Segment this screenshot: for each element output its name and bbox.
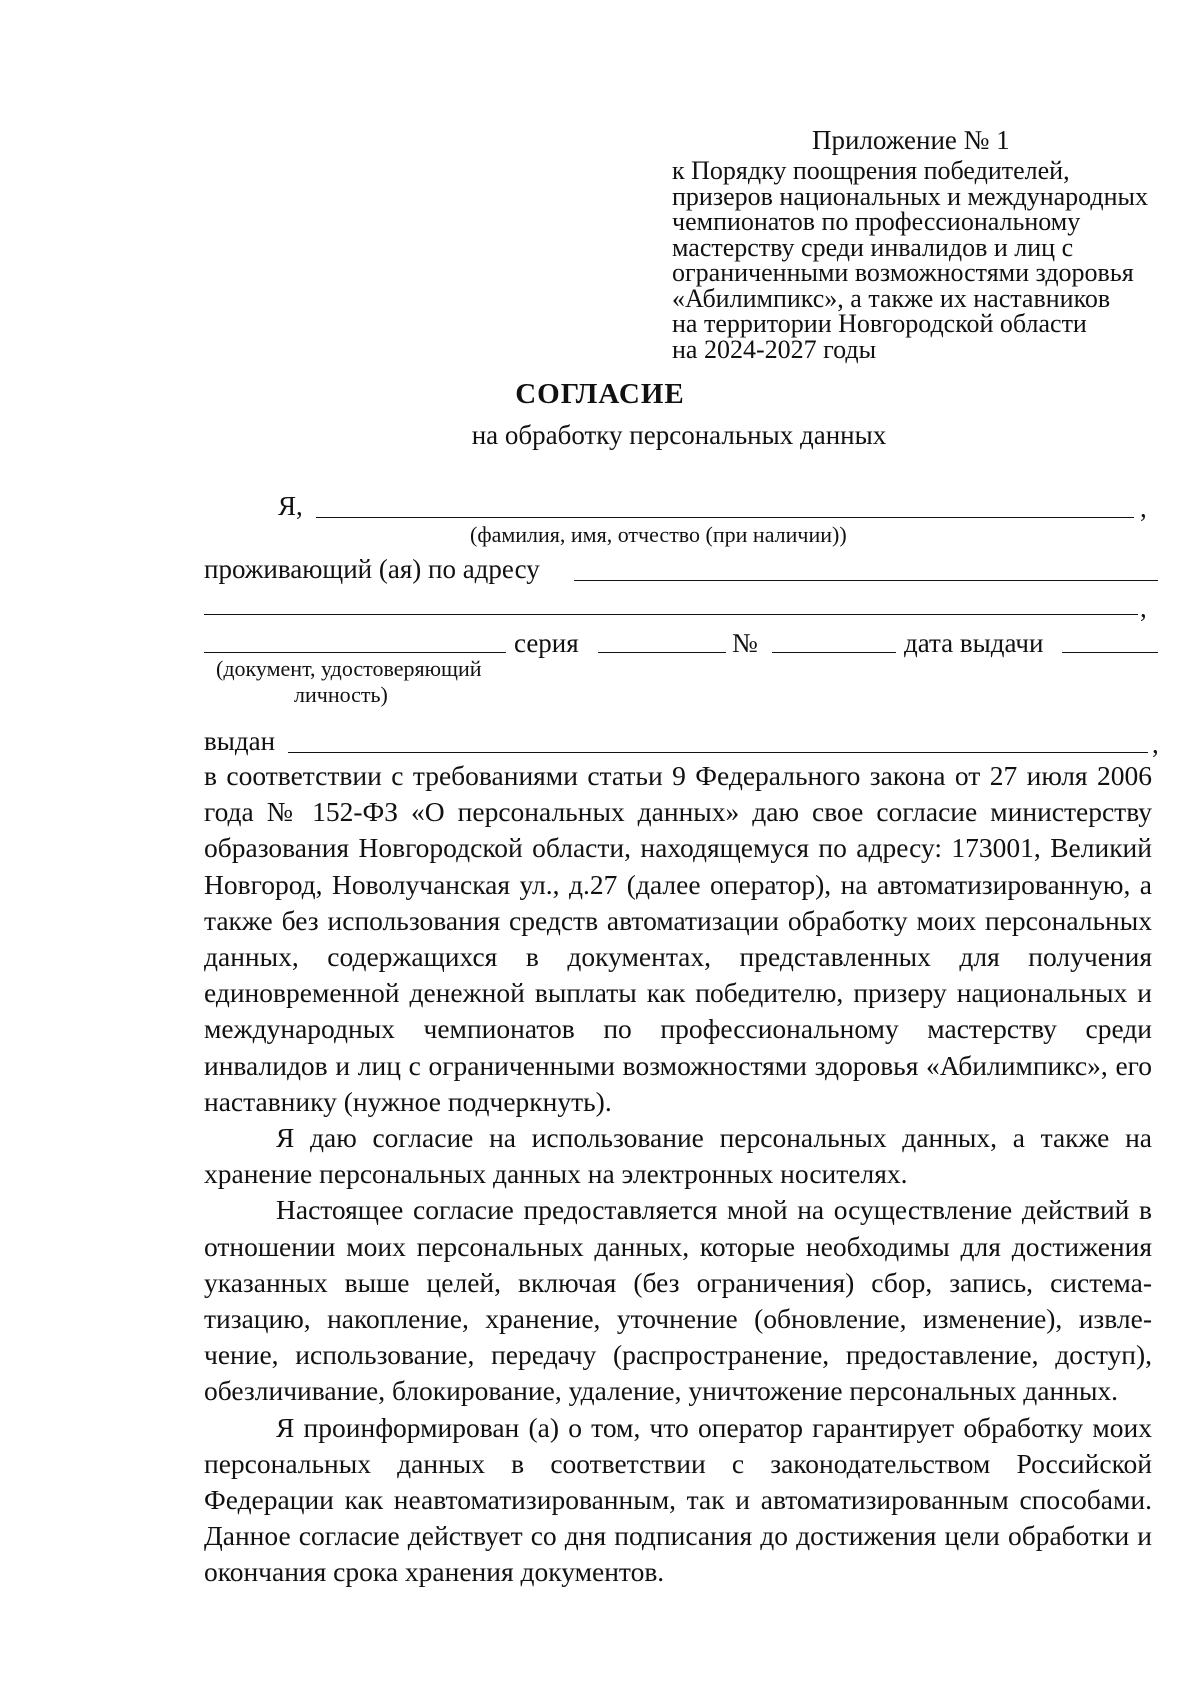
- appendix-description: [672, 158, 1152, 362]
- appendix-line: на 2024-2027 годы: [672, 334, 877, 364]
- document-title: СОГЛАСИЕ: [515, 378, 685, 410]
- number-label: №: [732, 628, 758, 658]
- name-caption: (фамилия, имя, отчество (при наличии)): [470, 522, 847, 547]
- appendix-line: на территории Новгородской области: [672, 309, 1087, 338]
- issue-date-label: дата выдачи: [904, 628, 1044, 658]
- number-field-line[interactable]: [772, 652, 896, 653]
- address-field-line-2[interactable]: [204, 614, 1138, 615]
- appendix-line: «Абилимпикс», а также их наставников: [672, 283, 1111, 313]
- comma: ,: [1140, 493, 1147, 523]
- appendix-title: Приложение № 1: [812, 125, 1010, 155]
- paragraph: Настоящее согласие предоставляется мной на осуществление действий в отношении моих персональных данных, которые необходимы для достижения указанных выше целей, включая (без ограничения) сбор, запись, система-тизацию, накопление, хранение, уточнение (обновление, изменение), извле-чение, использование, передачу (распространение, предоставление, доступ), обезличивание, блокирование, удаление, уничтожение персональных данных.: [204, 1194, 1152, 1407]
- name-field-line[interactable]: [316, 517, 1134, 518]
- appendix-line: к Порядку поощрения победителей,: [672, 156, 1070, 185]
- series-field-line[interactable]: [598, 652, 726, 653]
- appendix-line: призеров национальных и международных: [672, 181, 1149, 211]
- issued-label: выдан: [204, 726, 276, 756]
- issued-by-field-line[interactable]: [288, 752, 1148, 753]
- comma: ,: [1152, 729, 1159, 759]
- appendix-line: мастерству среди инвалидов и лиц с: [672, 232, 1074, 262]
- appendix-line: ограниченными возможностями здоровья: [672, 258, 1134, 287]
- document-caption: личность): [294, 682, 388, 707]
- document-caption: (документ, удостоверяющий: [216, 656, 482, 681]
- address-field-line[interactable]: [574, 580, 1158, 581]
- series-label: серия: [514, 628, 579, 658]
- i-label: Я,: [278, 491, 303, 521]
- paragraph: Я проинформирован (а) о том, что оператор гарантирует обработку моих персональных данных в соответствии с законодательством Российской Федерации как неавтоматизированным, так и автоматизированным способами. Данное согласие действует со дня подписания до достижения цели обработки и окончания срока хранения документов.: [204, 1411, 1152, 1588]
- document-type-field-line[interactable]: [204, 652, 506, 653]
- document-subtitle: на обработку персональных данных: [471, 420, 887, 450]
- paragraph: в соответствии с требованиями статьи 9 Федерального закона от 27 июля 2006 года № 152-ФЗ «О персональных данных» даю свое согласие министерству образования Новгородской области, находящемуся по адресу: 173001, Великий Новгород, Новолучанская ул., д.27 (далее оператор), на автоматизированную, а также без использования средств автоматизации обработку моих персональных данных, содержащихся в документах, представленных для получения единовременной денежной выплаты как победителю, призеру национальных и международных чемпионатов по профессиональному мастерству среди инвалидов и лиц с ограниченными возможностями здоровья «Абилимпикс», его наставнику (нужное подчеркнуть).: [204, 760, 1152, 1117]
- issue-date-field-line[interactable]: [1062, 652, 1158, 653]
- address-label: проживающий (ая) по адресу: [204, 554, 540, 584]
- consent-body: [204, 758, 1152, 1591]
- comma: ,: [1140, 593, 1147, 623]
- appendix-line: чемпионатов по профессиональному: [672, 207, 1081, 236]
- paragraph: Я даю согласие на использование персональных данных, а также на хранение персональных данных на электронных носителях.: [204, 1122, 1152, 1190]
